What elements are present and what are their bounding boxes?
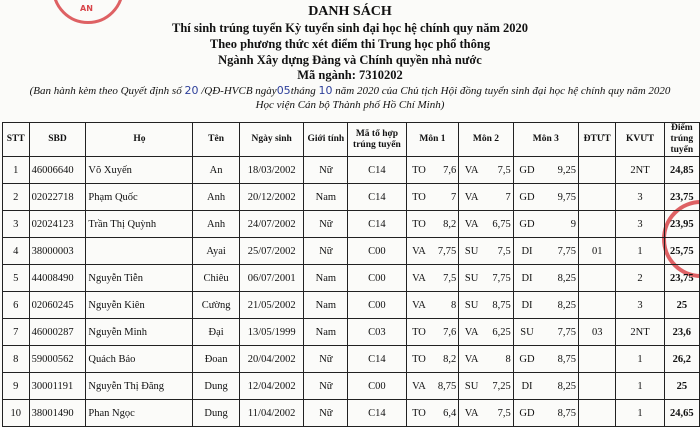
cell-stt: 9	[3, 373, 30, 400]
cell-m2: SU	[459, 292, 484, 319]
cell-d3: 8,75	[540, 346, 578, 373]
cell-gt: Nữ	[304, 346, 348, 373]
cell-ns: 24/07/2002	[239, 211, 304, 238]
cell-dt	[579, 346, 616, 373]
cell-sbd: 02060245	[29, 292, 86, 319]
cell-m2: SU	[459, 373, 484, 400]
cell-gt: Nữ	[304, 157, 348, 184]
cell-ho: Nguyễn Tiễn	[86, 265, 193, 292]
cell-ten: Đại	[193, 319, 240, 346]
handwritten-day: 05	[276, 84, 291, 97]
cell-ma: C00	[348, 373, 406, 400]
cell-ma: C14	[348, 211, 406, 238]
cell-dt	[579, 157, 616, 184]
cell-m1: TO	[406, 211, 431, 238]
cell-dt: 01	[579, 238, 616, 265]
cell-gt: Nữ	[304, 238, 348, 265]
note-part: (Ban hành kèm theo Quyết định số	[29, 85, 185, 97]
cell-stt: 2	[3, 184, 30, 211]
table-row	[3, 319, 700, 346]
table-row	[3, 346, 700, 373]
table-row	[3, 238, 700, 265]
col-header: Môn 2	[459, 123, 513, 157]
cell-ma: C00	[348, 292, 406, 319]
cell-kv: 3	[616, 292, 664, 319]
cell-sbd: 44008490	[29, 265, 86, 292]
cell-diem: 23,75	[664, 184, 699, 211]
cell-sbd: 02022718	[29, 184, 86, 211]
cell-d2: 7,5	[484, 400, 513, 427]
major-code: Mã ngành: 7310202	[297, 68, 403, 82]
cell-gt: Nữ	[304, 400, 348, 427]
cell-dt	[579, 265, 616, 292]
cell-ten: Đoan	[193, 346, 240, 373]
cell-d3: 8,25	[540, 292, 578, 319]
cell-m3: GD	[513, 157, 540, 184]
cell-ma: C14	[348, 400, 406, 427]
cell-stt: 4	[3, 238, 30, 265]
col-header: KVƯT	[616, 123, 664, 157]
cell-ho: Trần Thị Quỳnh	[86, 211, 193, 238]
cell-diem: 24,65	[664, 400, 699, 427]
cell-m3: SU	[513, 319, 540, 346]
table-row	[3, 265, 700, 292]
decision-note-line-2: Học viện Cán bộ Thành phố Hồ Chí Minh)	[255, 99, 445, 111]
admission-table	[2, 122, 700, 427]
cell-sbd: 02024123	[29, 211, 86, 238]
cell-gt: Nam	[304, 292, 348, 319]
cell-d1: 6,4	[431, 400, 458, 427]
cell-dt	[579, 292, 616, 319]
cell-m1: TO	[406, 346, 431, 373]
cell-m2: VA	[459, 400, 484, 427]
cell-d1: 7,6	[431, 157, 458, 184]
cell-sbd: 30001191	[29, 373, 86, 400]
cell-m1: TO	[406, 157, 431, 184]
cell-m2: VA	[459, 157, 484, 184]
cell-d1: 7,6	[431, 319, 458, 346]
cell-d3: 8,25	[540, 373, 578, 400]
cell-ma: C00	[348, 265, 406, 292]
cell-diem: 23,95	[664, 211, 699, 238]
cell-d2: 8,75	[484, 292, 513, 319]
cell-ns: 20/04/2002	[239, 346, 304, 373]
cell-ho: Nguyễn Kiên	[86, 292, 193, 319]
cell-kv: 3	[616, 211, 664, 238]
cell-d1: 7,5	[431, 265, 458, 292]
cell-gt: Nữ	[304, 211, 348, 238]
cell-kv: 2NT	[616, 319, 664, 346]
cell-dt	[579, 400, 616, 427]
cell-m2: VA	[459, 211, 484, 238]
cell-diem: 24,85	[664, 157, 699, 184]
cell-m3: DI	[513, 238, 540, 265]
cell-ho: Quách Bảo	[86, 346, 193, 373]
cell-diem: 25,75	[664, 238, 699, 265]
cell-d3: 9	[540, 211, 578, 238]
handwritten-month: 10	[318, 84, 333, 97]
handwritten-number: 20	[184, 84, 199, 97]
subtitle-line-1: Thí sinh trúng tuyển Kỳ tuyển sinh đại học hệ chính quy năm 2020	[171, 21, 528, 35]
cell-dt: 03	[579, 319, 616, 346]
cell-ten: Cường	[193, 292, 240, 319]
col-header: Ngày sinh	[239, 123, 304, 157]
cell-gt: Nam	[304, 184, 348, 211]
table-row	[3, 184, 700, 211]
cell-d3: 9,25	[540, 157, 578, 184]
cell-m2: VA	[459, 319, 484, 346]
cell-diem: 26,2	[664, 346, 699, 373]
cell-stt: 10	[3, 400, 30, 427]
cell-d2: 7,25	[484, 373, 513, 400]
cell-m1: VA	[406, 373, 431, 400]
cell-ma: C14	[348, 346, 406, 373]
cell-kv: 1	[616, 238, 664, 265]
cell-d1: 7,75	[431, 238, 458, 265]
cell-d2: 6,75	[484, 211, 513, 238]
cell-m3: DI	[513, 265, 540, 292]
cell-gt: Nam	[304, 265, 348, 292]
cell-ten: Ayai	[193, 238, 240, 265]
cell-gt: Nữ	[304, 373, 348, 400]
cell-ho: Phạm Quốc	[86, 184, 193, 211]
cell-ma: C14	[348, 184, 406, 211]
col-header: ĐTƯT	[579, 123, 616, 157]
cell-ho	[86, 238, 193, 265]
cell-stt: 6	[3, 292, 30, 319]
cell-dt	[579, 211, 616, 238]
cell-ns: 12/04/2002	[239, 373, 304, 400]
col-header: Mã tổ hợp trúng tuyển	[348, 123, 406, 157]
cell-sbd: 38001490	[29, 400, 86, 427]
cell-ns: 18/03/2002	[239, 157, 304, 184]
cell-diem: 23,75	[664, 265, 699, 292]
cell-m1: VA	[406, 238, 431, 265]
cell-m2: SU	[459, 265, 484, 292]
cell-diem: 25	[664, 373, 699, 400]
cell-d1: 8,2	[431, 211, 458, 238]
cell-ma: C03	[348, 319, 406, 346]
cell-m2: VA	[459, 346, 484, 373]
table-row	[3, 373, 700, 400]
cell-stt: 8	[3, 346, 30, 373]
cell-gt: Nam	[304, 319, 348, 346]
col-header: Môn 3	[513, 123, 578, 157]
cell-diem: 25	[664, 292, 699, 319]
col-header: STT	[3, 123, 30, 157]
cell-stt: 1	[3, 157, 30, 184]
cell-m3: GD	[513, 211, 540, 238]
subtitle-line-2: Theo phương thức xét điểm thi Trung học phổ thông	[209, 37, 491, 51]
cell-m1: VA	[406, 292, 431, 319]
cell-m1: VA	[406, 265, 431, 292]
col-header: Giới tính	[304, 123, 348, 157]
cell-ten: Anh	[193, 184, 240, 211]
table-row	[3, 211, 700, 238]
cell-m3: GD	[513, 400, 540, 427]
cell-d1: 8,75	[431, 373, 458, 400]
cell-diem: 23,6	[664, 319, 699, 346]
cell-d2: 8	[484, 346, 513, 373]
cell-d2: 7,5	[484, 238, 513, 265]
cell-dt	[579, 184, 616, 211]
cell-m3: DI	[513, 373, 540, 400]
cell-d3: 8,25	[540, 265, 578, 292]
cell-m1: TO	[406, 184, 431, 211]
cell-sbd: 38000003	[29, 238, 86, 265]
cell-ns: 11/04/2002	[239, 400, 304, 427]
subtitle-line-3: Ngành Xây dựng Đảng và Chính quyền nhà nước	[218, 53, 482, 67]
cell-d3: 9,75	[540, 184, 578, 211]
col-header: Điểm trúng tuyển	[664, 123, 699, 157]
col-header: SBD	[29, 123, 86, 157]
cell-sbd: 46006640	[29, 157, 86, 184]
cell-m1: TO	[406, 319, 431, 346]
cell-d2: 6,25	[484, 319, 513, 346]
cell-m2: VA	[459, 184, 484, 211]
table-row	[3, 292, 700, 319]
cell-m3: DI	[513, 292, 540, 319]
cell-d2: 7,75	[484, 265, 513, 292]
cell-m3: GD	[513, 184, 540, 211]
cell-ns: 21/05/2002	[239, 292, 304, 319]
cell-ns: 25/07/2002	[239, 238, 304, 265]
cell-kv: 3	[616, 184, 664, 211]
cell-sbd: 59000562	[29, 346, 86, 373]
decision-note	[0, 84, 700, 97]
cell-d1: 8	[431, 292, 458, 319]
table-row	[3, 157, 700, 184]
cell-ten: Anh	[193, 211, 240, 238]
cell-stt: 7	[3, 319, 30, 346]
cell-ten: Chiêu	[193, 265, 240, 292]
cell-ns: 20/12/2002	[239, 184, 304, 211]
cell-kv: 1	[616, 346, 664, 373]
cell-ns: 13/05/1999	[239, 319, 304, 346]
note-part: tháng	[290, 85, 319, 97]
seal-stamp-text: AN	[80, 4, 93, 13]
col-header: Tên	[193, 123, 240, 157]
cell-ho: Nguyễn Minh	[86, 319, 193, 346]
col-header: Họ	[86, 123, 193, 157]
cell-ho: Phan Ngọc	[86, 400, 193, 427]
cell-d3: 7,75	[540, 319, 578, 346]
cell-sbd: 46000287	[29, 319, 86, 346]
cell-ten: Dung	[193, 400, 240, 427]
cell-ns: 06/07/2001	[239, 265, 304, 292]
cell-ma: C00	[348, 238, 406, 265]
cell-kv: 2	[616, 265, 664, 292]
cell-stt: 3	[3, 211, 30, 238]
cell-ten: An	[193, 157, 240, 184]
table-row	[3, 400, 700, 427]
cell-kv: 1	[616, 400, 664, 427]
cell-ho: Võ Xuyến	[86, 157, 193, 184]
cell-m3: GD	[513, 346, 540, 373]
note-part: /QĐ-HVCB ngày	[198, 85, 277, 97]
cell-d3: 7,75	[540, 238, 578, 265]
note-part: năm 2020 của Chủ tịch Hội đồng tuyển sinh đại học hệ chính quy năm 2020	[332, 85, 671, 97]
cell-ho: Nguyễn Thị Đăng	[86, 373, 193, 400]
cell-kv: 2NT	[616, 157, 664, 184]
cell-d1: 7	[431, 184, 458, 211]
cell-ma: C14	[348, 157, 406, 184]
cell-d3: 8,75	[540, 400, 578, 427]
table-header-row	[3, 123, 700, 157]
cell-m1: TO	[406, 400, 431, 427]
cell-dt	[579, 373, 616, 400]
cell-ten: Dung	[193, 373, 240, 400]
cell-m2: SU	[459, 238, 484, 265]
cell-d2: 7	[484, 184, 513, 211]
col-header: Môn 1	[406, 123, 459, 157]
cell-d1: 8,2	[431, 346, 458, 373]
cell-kv: 1	[616, 373, 664, 400]
cell-stt: 5	[3, 265, 30, 292]
document-title: DANH SÁCH	[308, 4, 392, 19]
cell-d2: 7,5	[484, 157, 513, 184]
